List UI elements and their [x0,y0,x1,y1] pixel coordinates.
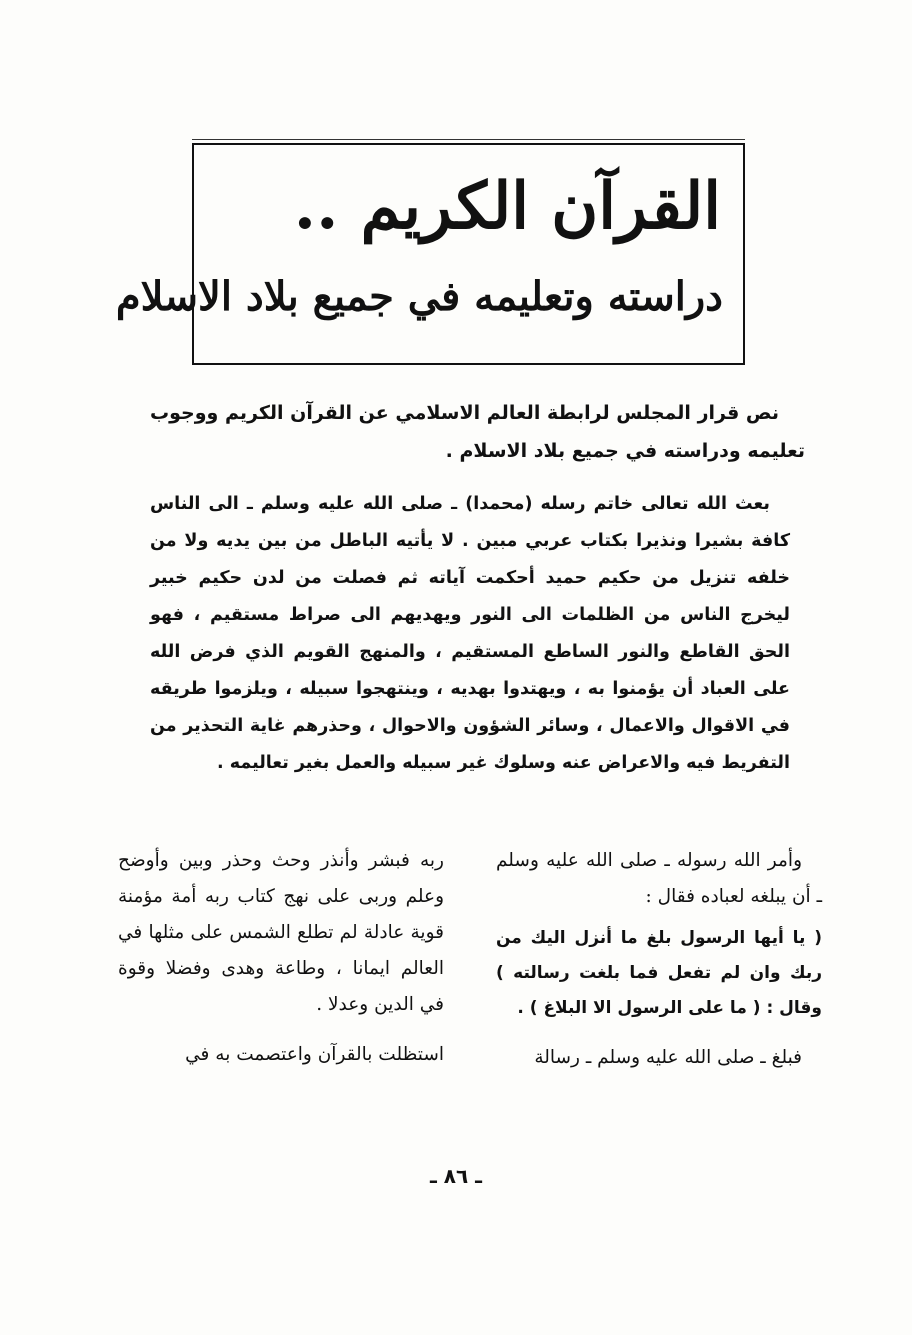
left-column [118,843,444,1073]
left-column-continuation: استظلت بالقرآن واعتصمت به في [185,1044,444,1065]
intro-paragraph [150,394,805,470]
quran-quote: ( يا أيها الرسول بلغ ما أنزل اليك من ربك وان لم تفعل فما بلغت رسالته ) وقال : ( ما على الرسول الا البلاغ ) . [496,928,822,1018]
right-column-paragraph: وأمر الله رسوله ـ صلى الله عليه وسلم ـ أن يبلغه لعباده فقال : [496,850,822,907]
body-text: بعث الله تعالى خاتم رسله (محمدا) ـ صلى الله عليه وسلم ـ الى الناس كافة بشيرا ونذيرا بكتاب عربي مبين . لا يأتيه الباطل من بين يديه ولا من خلفه تنزيل من حكيم حميد أحكمت آياته ثم فصلت من لدن حكيم خبير ليخرج الناس من الظلمات الى النور ويهديهم الى صراط مستقيم ، فهو الحق القاطع والنور الساطع المستقيم ، والمنهج القويم الذي فرض الله على العباد أن يؤمنوا به ، ويهتدوا بهديه ، وينتهجوا سبيله ، ويلزموا طريقه في الاقوال والاعمال ، وسائر الشؤون والاحوال ، وحذرهم غاية التحذير من التفريط فيه والاعراض عنه وسلوك غير سبيله والعمل بغير تعاليمه . [150,494,790,773]
page-subtitle: دراسته وتعليمه في جميع بلاد الاسلام [115,273,723,320]
intro-text: نص قرار المجلس لرابطة العالم الاسلامي عن القرآن الكريم ووجوب تعليمه ودراسته في جميع بلاد الاسلام . [150,402,805,462]
page-number: ـ ٨٦ ـ [429,1164,483,1188]
body-paragraph [150,486,790,782]
right-column [496,843,822,1076]
title-frame [115,143,745,365]
left-column-paragraph: ربه فبشر وأنذر وحث وحذر وبين وأوضح وعلم وربى على نهج كتاب ربه أمة مؤمنة قوية عادلة لم تطلع الشمس على مثلها في العالم ايمانا ، وطاعة وهدى وفضلا وقوة في الدين وعدلا . [118,850,444,1015]
right-column-continuation: فبلغ ـ صلى الله عليه وسلم ـ رسالة [534,1047,802,1068]
page-title: القرآن الكريم .. [293,169,721,244]
